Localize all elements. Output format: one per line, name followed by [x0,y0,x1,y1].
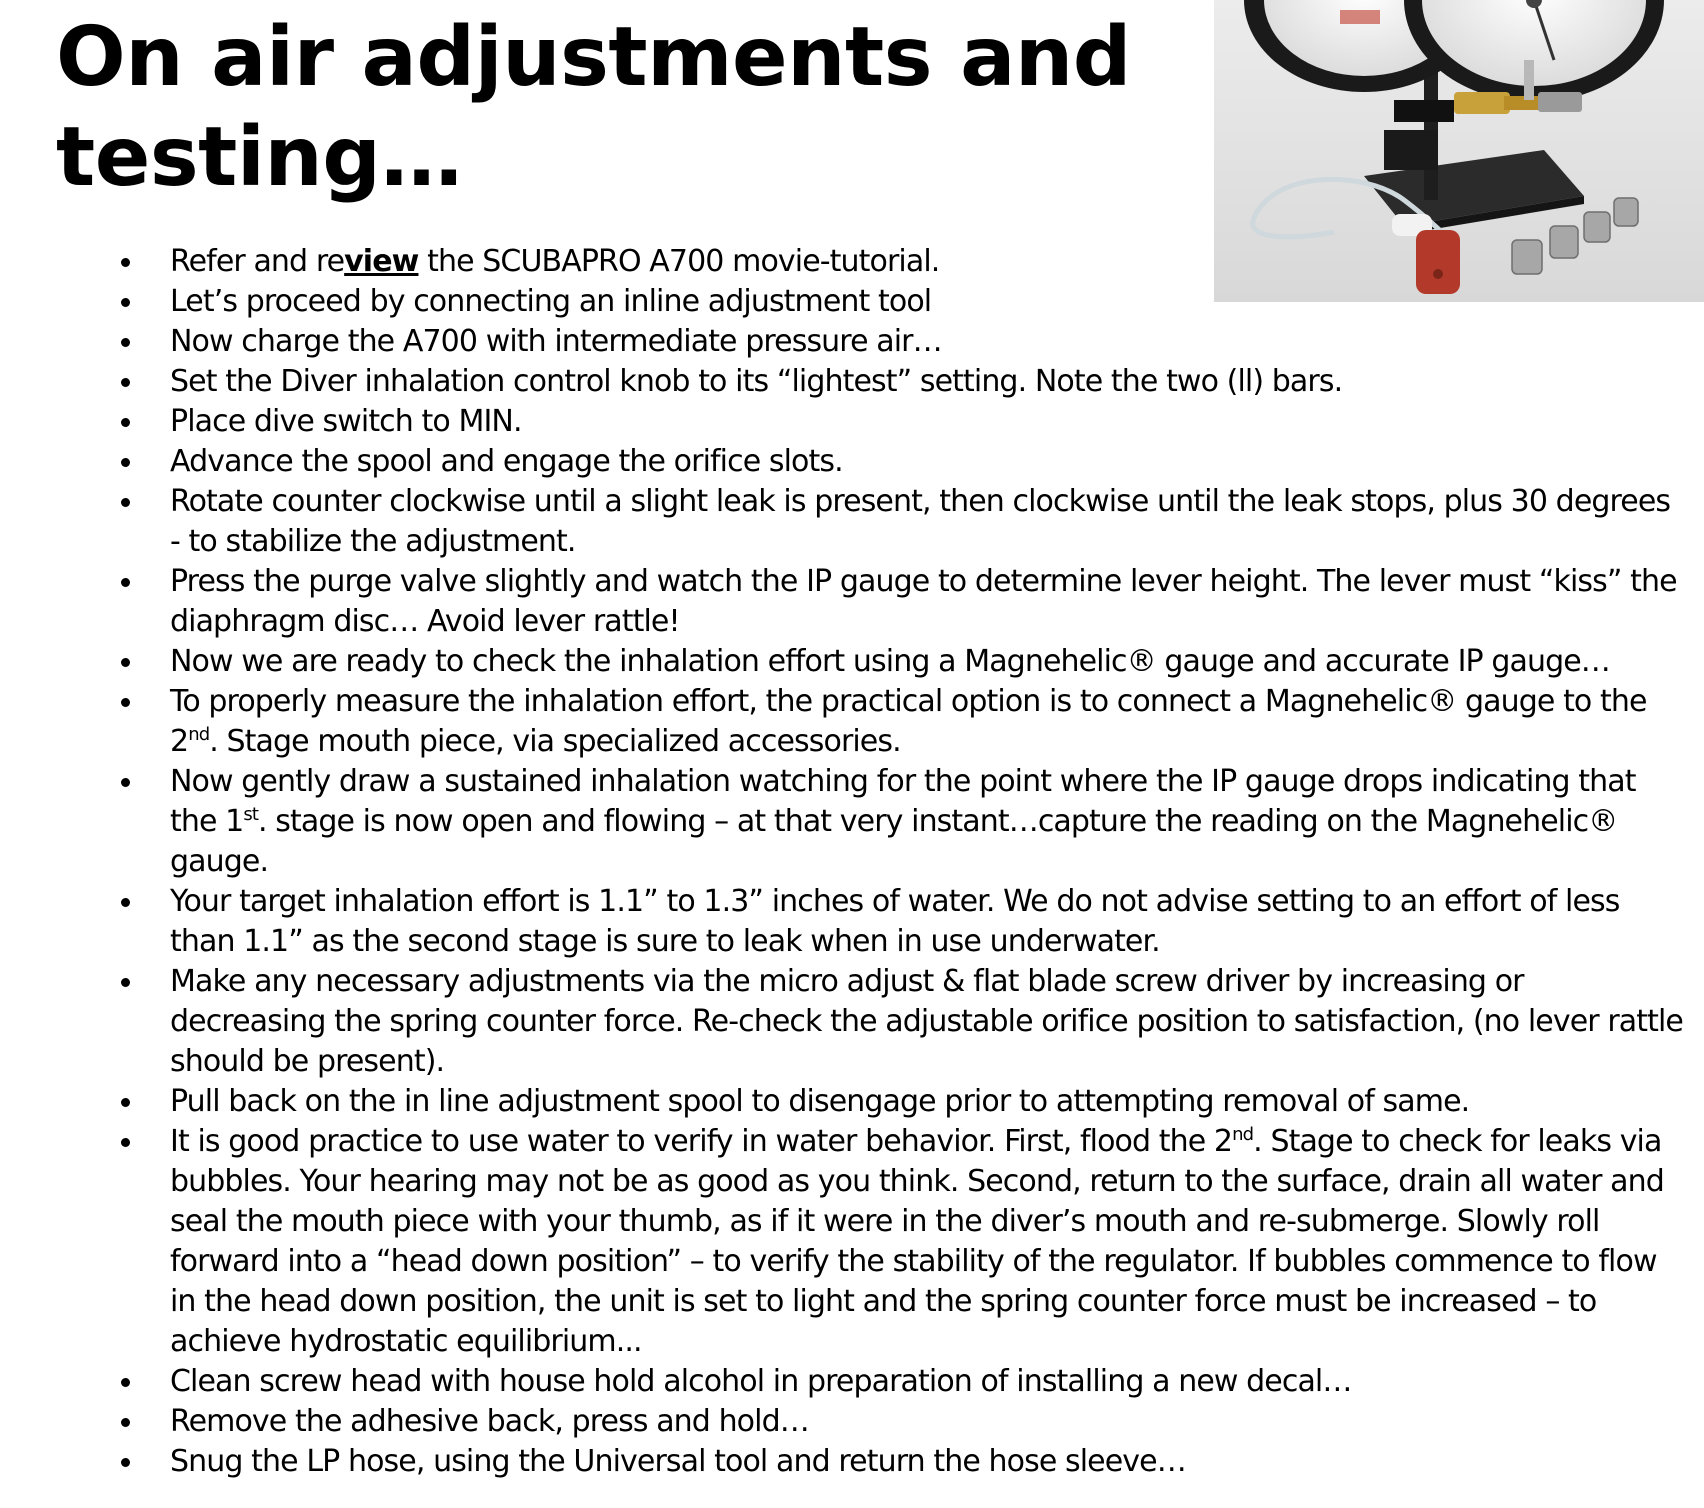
list-item-text: the SCUBAPRO A700 movie-tutorial. [418,244,940,279]
list-item [0,402,1704,442]
list-item [0,642,1704,682]
superscript: nd [188,724,210,745]
page-title: On air adjustments and testing… [56,10,1131,205]
list-item [0,1402,1704,1442]
list-item-text: Refer and re [170,244,345,279]
superscript: st [243,804,258,825]
list-item [0,322,1704,362]
list-item-text: Pull back on the in line adjustment spool to disengage prior to attempting removal of same. [170,1084,1470,1119]
list-item [0,882,1704,962]
instruction-list [0,242,1704,1482]
list-item-text: Let’s proceed by connecting an inline adjustment tool [170,284,932,319]
list-item-text: . Stage to check for leaks via bubbles. Your hearing may not be as good as you think. Second, return to the surface, drain all water and seal the mouth piece with your thumb, as if it were in the diver’s mouth and re-submerge. Slowly roll forward into a “head down position” – to verify the stability of the regulator. If bubbles commence to flow in the head down position, the unit is set to light and the spring counter force must be increased – to achieve hydrostatic equilibrium... [170,1124,1664,1359]
list-item-text: To properly measure the inhalation effort, the practical option is to connect a Magnehelic® gauge to the 2 [170,684,1647,759]
list-item [0,482,1704,562]
list-item-text: Your target inhalation effort is 1.1” to 1.3” inches of water. We do not advise setting to an effort of less than 1.1” as the second stage is sure to leak when in use underwater. [170,884,1620,959]
list-item-text: Now gently draw a sustained inhalation watching for the point where the IP gauge drops indicating that the 1 [170,764,1636,839]
list-item-text: Rotate counter clockwise until a slight leak is present, then clockwise until the leak stops, plus 30 degrees - to stabilize the adjustment. [170,484,1671,559]
list-item [0,242,1704,282]
list-item-text: . stage is now open and flowing – at that very instant…capture the reading on the Magnehelic® gauge. [170,804,1618,879]
list-item-text: Set the Diver inhalation control knob to its “lightest” setting. Note the two (ll) bars. [170,364,1343,399]
list-item-text: Now we are ready to check the inhalation effort using a Magnehelic® gauge and accurate IP gauge… [170,644,1610,679]
list-item [0,1442,1704,1482]
list-item-text: Now charge the A700 with intermediate pressure air… [170,324,942,359]
list-item [0,282,1704,322]
list-item-text: . Stage mouth piece, via specialized accessories. [209,724,901,759]
list-item [0,682,1704,762]
list-item-text: Press the purge valve slightly and watch the IP gauge to determine lever height. The lever must “kiss” the diaphragm disc… Avoid lever rattle! [170,564,1677,639]
list-item [0,562,1704,642]
list-item [0,962,1704,1082]
list-item-text: Make any necessary adjustments via the micro adjust & flat blade screw driver by increasing or decreasing the spring counter force. Re-check the adjustable orifice position to satisfaction, (no lever rattle should be present). [170,964,1683,1079]
list-item [0,442,1704,482]
list-item-text: It is good practice to use water to verify in water behavior. First, flood the 2 [170,1124,1233,1159]
list-item-text: Advance the spool and engage the orifice slots. [170,444,843,479]
list-item-text: Clean screw head with house hold alcohol in preparation of installing a new decal… [170,1364,1352,1399]
list-item-text: Snug the LP hose, using the Universal tool and return the hose sleeve… [170,1444,1186,1479]
list-item-text: Remove the adhesive back, press and hold… [170,1404,809,1439]
list-item [0,362,1704,402]
underlined-word: view [344,244,419,279]
list-item [0,762,1704,882]
list-item-text: Place dive switch to MIN. [170,404,522,439]
list-item [0,1082,1704,1122]
superscript: nd [1232,1124,1254,1145]
list-item [0,1362,1704,1402]
list-item [0,1122,1704,1362]
